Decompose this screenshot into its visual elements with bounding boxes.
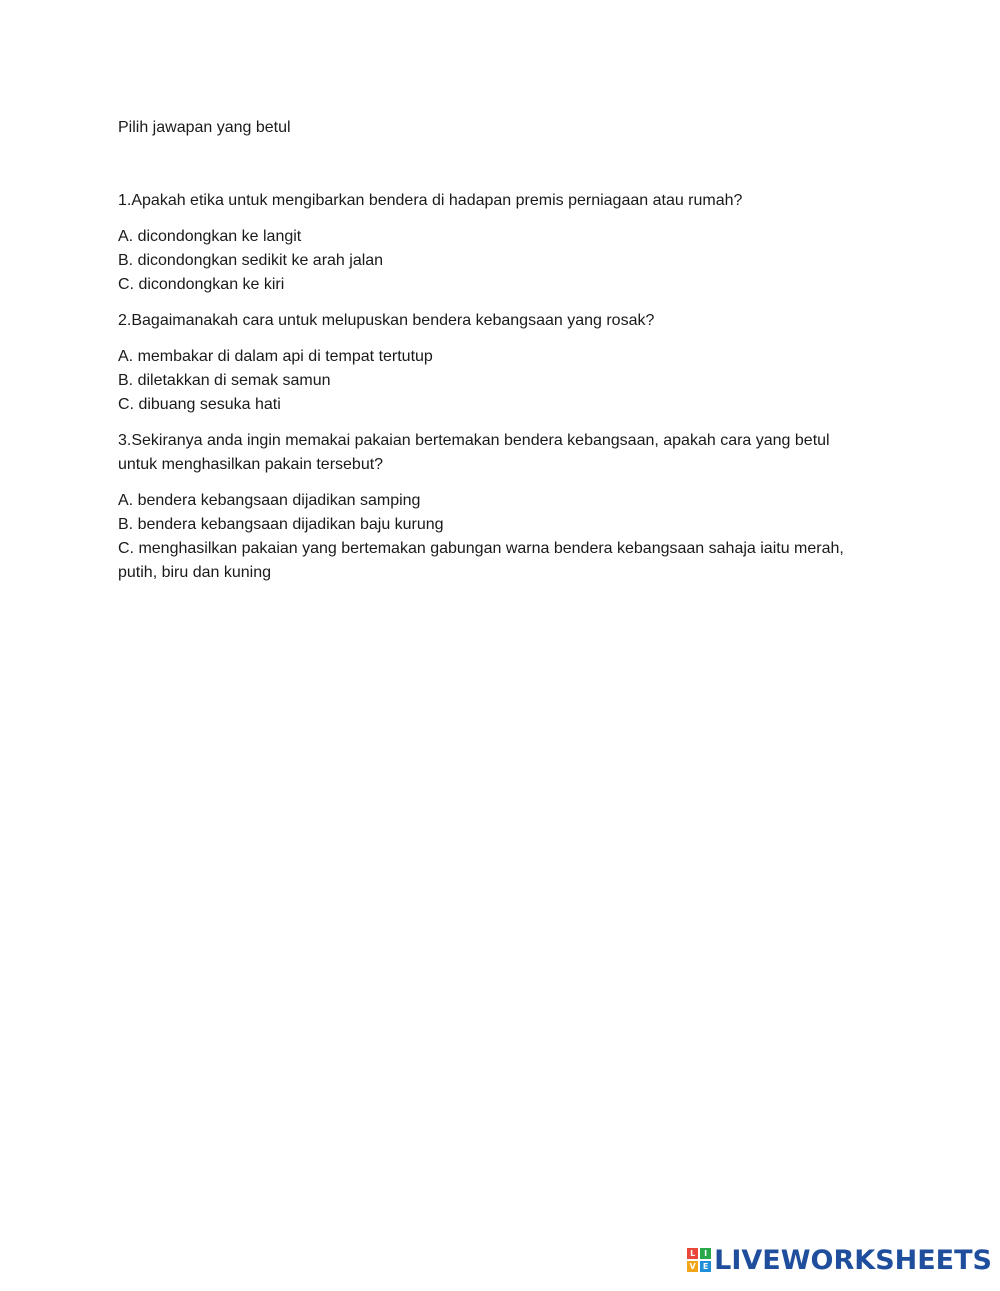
- option-list: [118, 345, 858, 417]
- live-blocks-icon: [687, 1248, 711, 1272]
- option-b[interactable]: B. bendera kebangsaan dijadikan baju kurung: [118, 516, 444, 533]
- option-a[interactable]: A. bendera kebangsaan dijadikan samping: [118, 492, 421, 509]
- option-b[interactable]: B. dicondongkan sedikit ke arah jalan: [118, 252, 384, 269]
- option-c[interactable]: C. dicondongkan ke kiri: [118, 276, 285, 293]
- option-a[interactable]: A. dicondongkan ke langit: [118, 228, 302, 245]
- option-b[interactable]: B. diletakkan di semak samun: [118, 372, 331, 389]
- question-2: [118, 309, 858, 417]
- option-a[interactable]: A. membakar di dalam api di tempat tertutup: [118, 348, 433, 365]
- logo-wordmark: LIVEWORKSHEETS: [714, 1244, 992, 1276]
- option-list: [118, 225, 858, 297]
- question-3: [118, 429, 858, 585]
- liveworksheets-logo: [687, 1245, 992, 1275]
- option-list: [118, 489, 858, 585]
- question-text: 1.Apakah etika untuk mengibarkan bendera di hadapan premis perniagaan atau rumah?: [118, 192, 743, 209]
- logo-block-e: E: [700, 1261, 711, 1272]
- question-1: [118, 189, 858, 297]
- instruction-text: Pilih jawapan yang betul: [118, 119, 291, 136]
- option-c[interactable]: C. menghasilkan pakaian yang bertemakan gabungan warna bendera kebangsaan sahaja iaitu merah, putih, biru dan kuning: [118, 540, 844, 581]
- logo-block-v: V: [687, 1261, 698, 1272]
- question-text: 2.Bagaimanakah cara untuk melupuskan bendera kebangsaan yang rosak?: [118, 312, 655, 329]
- logo-block-i: I: [700, 1248, 711, 1259]
- worksheet-page: [118, 116, 858, 585]
- logo-block-l: L: [687, 1248, 698, 1259]
- question-text: 3.Sekiranya anda ingin memakai pakaian bertemakan bendera kebangsaan, apakah cara yang betul untuk menghasilkan pakain tersebut?: [118, 432, 830, 473]
- option-c[interactable]: C. dibuang sesuka hati: [118, 396, 281, 413]
